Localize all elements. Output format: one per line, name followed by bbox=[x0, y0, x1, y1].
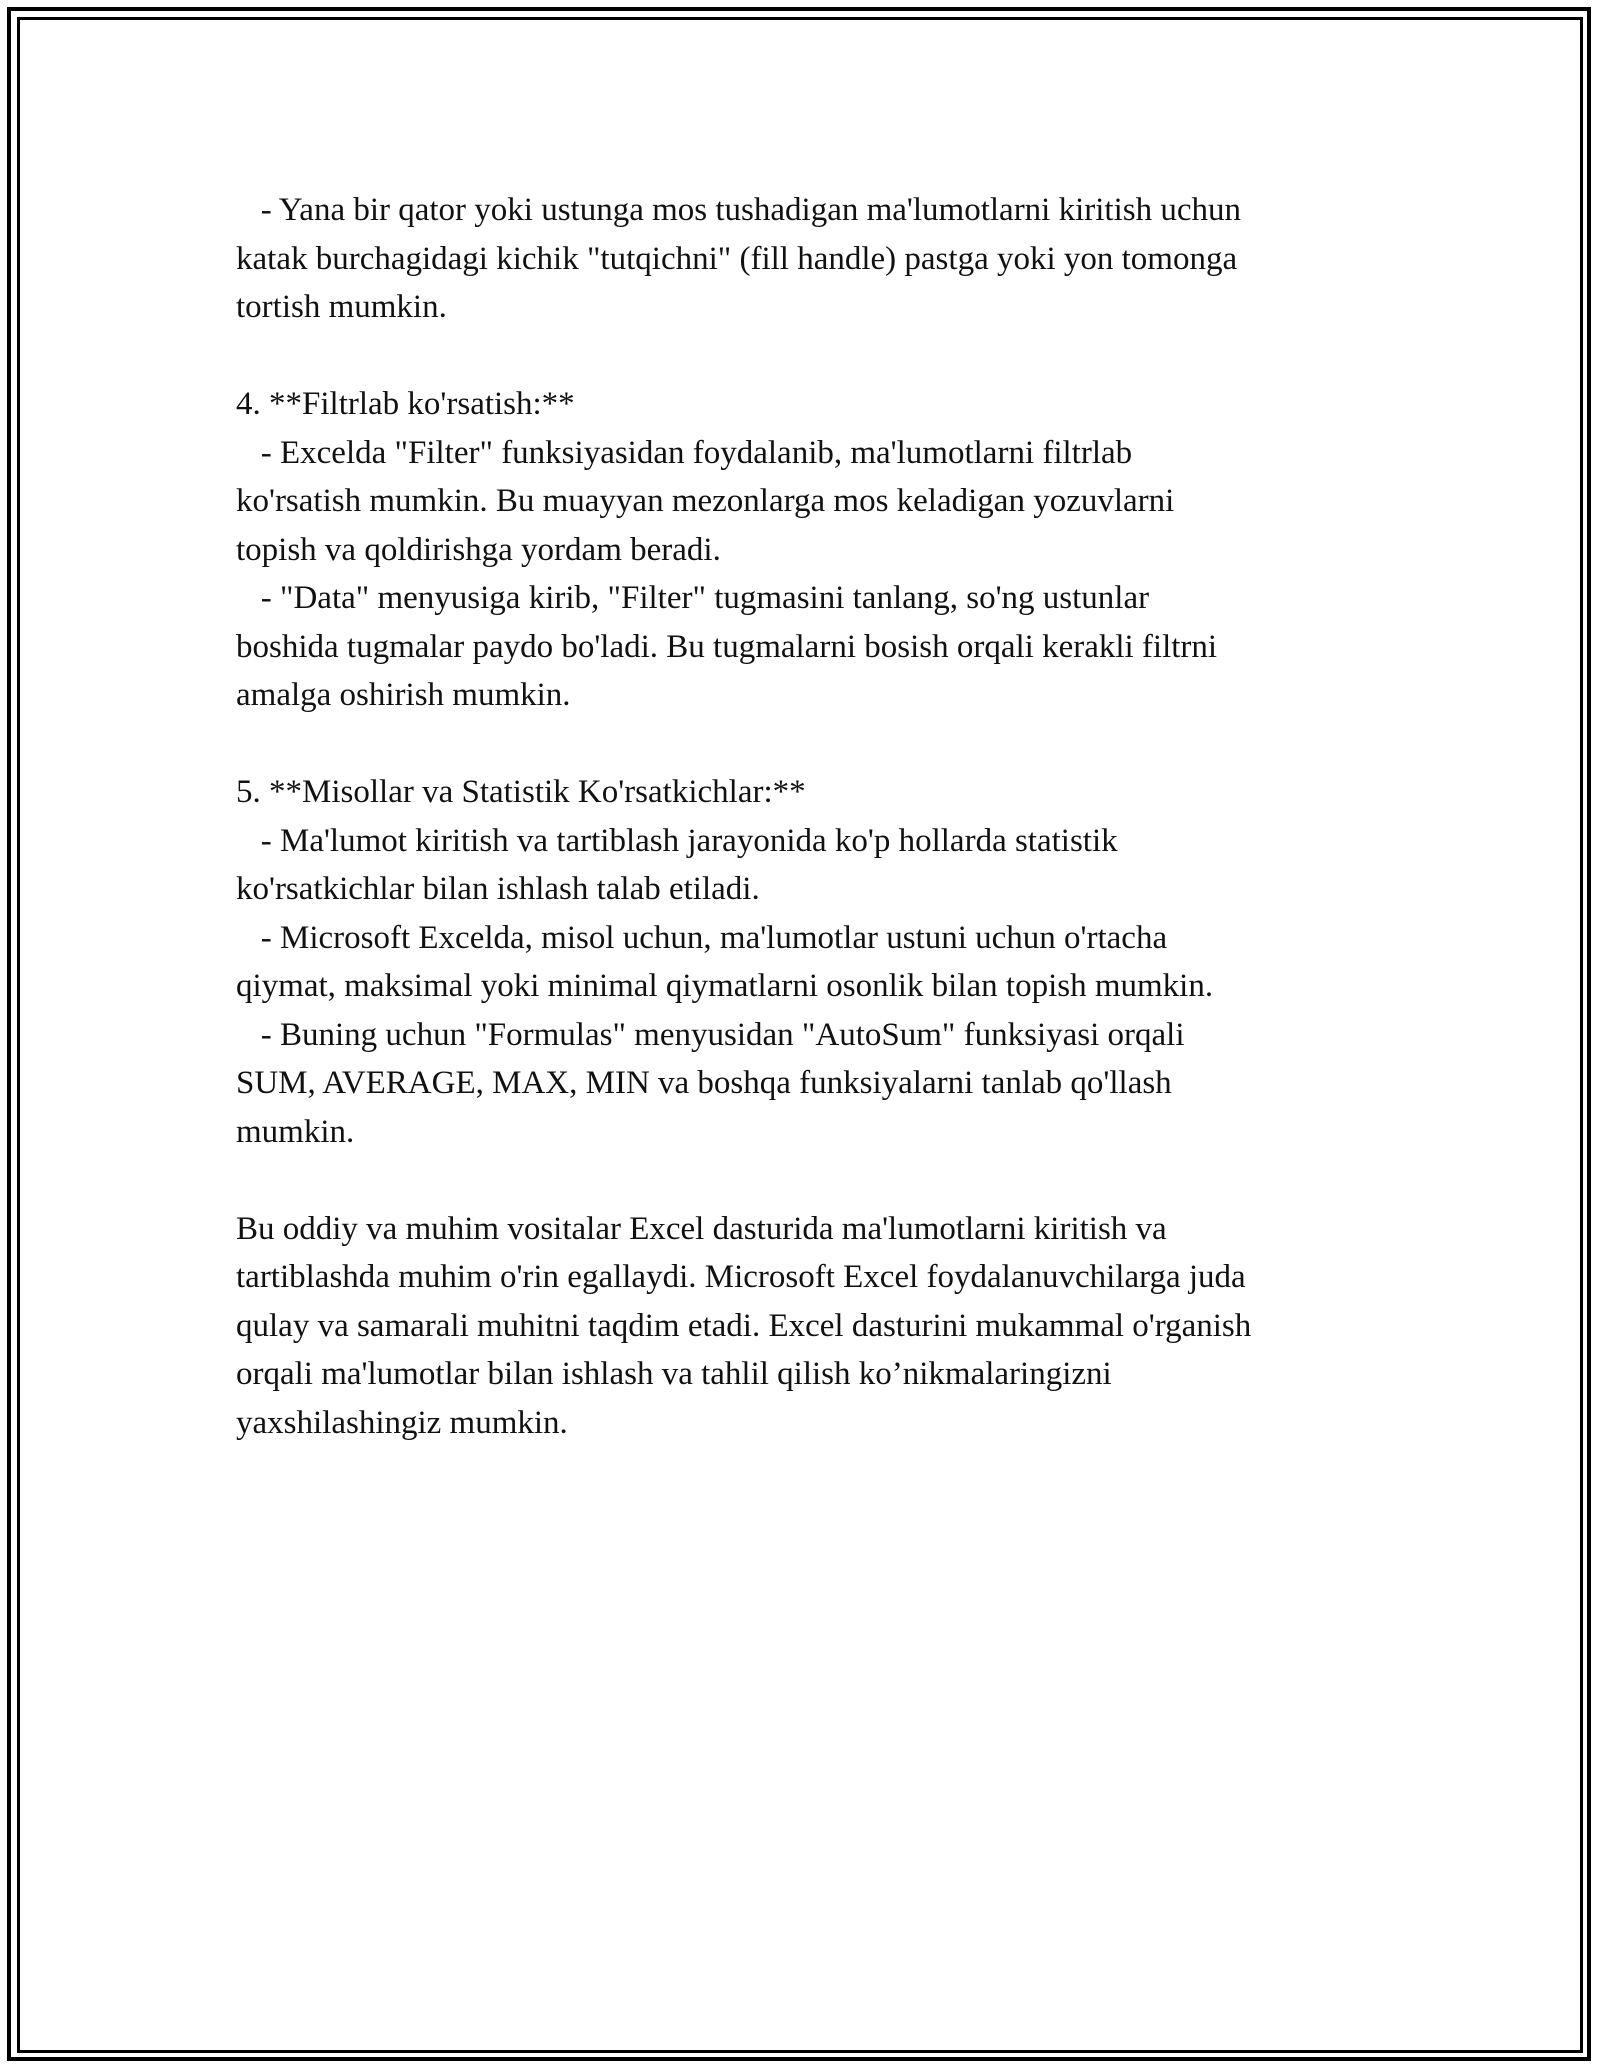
text-line: SUM, AVERAGE, MAX, MIN va boshqa funksiyalarni tanlab qo'llash bbox=[236, 1065, 1172, 1101]
paragraph bbox=[236, 1205, 1416, 1448]
paragraph bbox=[236, 186, 1416, 332]
text-line: katak burchagidagi kichik "tutqichni" (fill handle) pastga yoki yon tomonga bbox=[236, 240, 1238, 277]
text-line: mumkin. bbox=[236, 1113, 355, 1150]
text-line: qulay va samarali muhitni taqdim etadi. Excel dasturini mukammal o'rganish bbox=[236, 1307, 1252, 1344]
text-line: - Buning uchun "Formulas" menyusidan "AutoSum" funksiyasi orqali bbox=[236, 1016, 1185, 1053]
text-line: yaxshilashingiz mumkin. bbox=[236, 1404, 568, 1441]
text-line: tortish mumkin. bbox=[236, 289, 447, 325]
text-line: - "Data" menyusiga kirib, "Filter" tugmasini tanlang, so'ng ustunlar bbox=[236, 580, 1150, 616]
text-line: ko'rsatkichlar bilan ishlash talab etiladi. bbox=[236, 871, 760, 907]
text-line: 4. **Filtrlab ko'rsatish:** bbox=[236, 386, 575, 422]
blank-line bbox=[236, 720, 1416, 769]
text-line: - Microsoft Excelda, misol uchun, ma'lumotlar ustuni uchun o'rtacha bbox=[236, 919, 1168, 956]
text-line: - Ma'lumot kiritish va tartiblash jarayonida ko'p hollarda statistik bbox=[236, 822, 1118, 859]
text-line: boshida tugmalar paydo bo'ladi. Bu tugmalarni bosish orqali kerakli filtrni bbox=[236, 628, 1218, 665]
text-line: qiymat, maksimal yoki minimal qiymatlarni osonlik bilan topish mumkin. bbox=[236, 968, 1214, 1004]
text-line: tartiblashda muhim o'rin egallaydi. Microsoft Excel foydalanuvchilarga juda bbox=[236, 1259, 1246, 1295]
text-line: - Yana bir qator yoki ustunga mos tushadigan ma'lumotlarni kiritish uchun bbox=[236, 192, 1242, 228]
text-line: Bu oddiy va muhim vositalar Excel dasturida ma'lumotlarni kiritish va bbox=[236, 1210, 1167, 1247]
text-line: amalga oshirish mumkin. bbox=[236, 677, 571, 713]
paragraph bbox=[236, 768, 1416, 1156]
text-line: 5. **Misollar va Statistik Ko'rsatkichlar:** bbox=[236, 774, 806, 810]
text-line: topish va qoldirishga yordam beradi. bbox=[236, 531, 721, 568]
blank-line bbox=[236, 332, 1416, 381]
paragraph bbox=[236, 380, 1416, 720]
blank-line bbox=[236, 1156, 1416, 1205]
text-line: ko'rsatish mumkin. Bu muayyan mezonlarga mos keladigan yozuvlarni bbox=[236, 483, 1175, 519]
document-body bbox=[236, 186, 1416, 1447]
text-line: - Excelda "Filter" funksiyasidan foydalanib, ma'lumotlarni filtrlab bbox=[236, 434, 1133, 471]
text-line: orqali ma'lumotlar bilan ishlash va tahlil qilish ko’nikmalaringizni bbox=[236, 1356, 1112, 1392]
